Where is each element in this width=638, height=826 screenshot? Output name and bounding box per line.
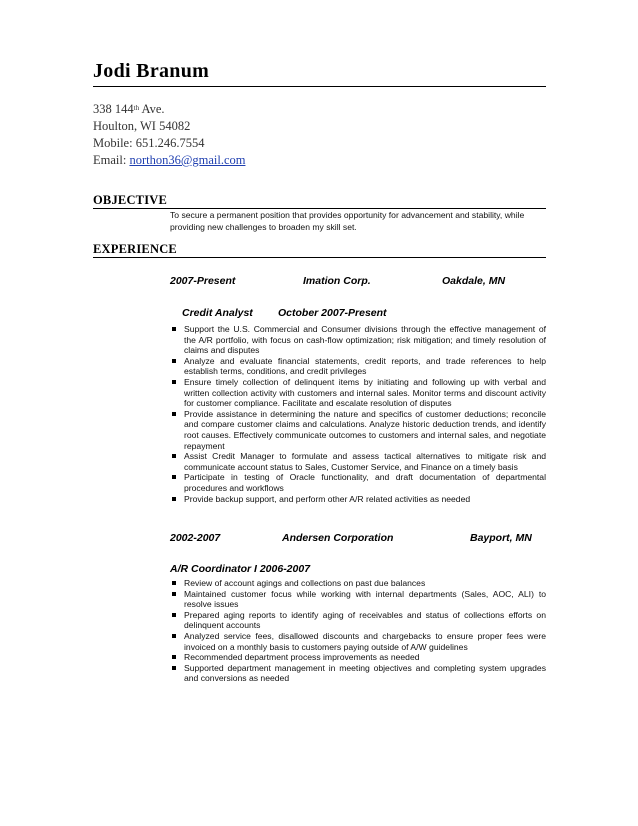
bullet-icon — [172, 327, 176, 331]
bullet-icon — [172, 655, 176, 659]
job-company: Imation Corp. — [303, 275, 371, 287]
bullet-icon — [172, 454, 176, 458]
objective-text: To secure a permanent position that provides opportunity for advancement and stability, while providing new challenges to broaden my skill set. — [170, 210, 525, 232]
bullet-icon — [172, 581, 176, 585]
list-item: Analyzed service fees, disallowed discounts and chargebacks to ensure proper fees were invoiced on a monthly basis to customers paying outside of A/W guidelines — [170, 631, 546, 652]
experience-heading: EXPERIENCE — [93, 242, 177, 256]
mobile-line: Mobile: 651.246.7554 — [93, 136, 205, 150]
email-link[interactable]: northon36@gmail.com — [129, 153, 246, 167]
job-dates: 2002-2007 — [170, 532, 221, 544]
duties-list-imation — [170, 324, 546, 504]
duties-list-andersen — [170, 578, 546, 684]
job-dates: 2007-Present — [170, 275, 236, 287]
objective-divider — [93, 208, 546, 209]
bullet-icon — [172, 592, 176, 596]
name-divider — [93, 86, 546, 87]
job-location: Bayport, MN — [470, 532, 532, 544]
list-item: Prepared aging reports to identify aging of receivables and status of collections efforts on delinquent accounts — [170, 610, 546, 631]
role-dates: October 2007-Present — [278, 307, 387, 319]
bullet-icon — [172, 412, 176, 416]
list-item: Support the U.S. Commercial and Consumer divisions through the effective management of the A/R portfolio, with focus on cash-flow optimization; risk mitigation; and timely resolution of claims and disputes — [170, 324, 546, 356]
city-line: Houlton, WI 54082 — [93, 119, 191, 133]
contact-block — [93, 101, 245, 169]
list-item: Participate in testing of Oracle functionality, and draft documentation of departmental procedures and workflows — [170, 472, 546, 493]
role-title: A/R Coordinator I 2006-2007 — [170, 563, 311, 575]
job-company: Andersen Corporation — [282, 532, 394, 544]
list-item: Review of account agings and collections on past due balances — [170, 578, 546, 589]
bullet-icon — [172, 666, 176, 670]
experience-divider — [93, 257, 546, 258]
bullet-icon — [172, 475, 176, 479]
list-item: Analyze and evaluate financial statements, credit reports, and trade references to help establish terms, conditions, and credit privileges — [170, 356, 546, 377]
list-item: Assist Credit Manager to formulate and assess tactical alternatives to mitigate risk and communicate account status to Sales, Customer Service, and Finance on a timely basis — [170, 451, 546, 472]
bullet-icon — [172, 380, 176, 384]
objective-heading: OBJECTIVE — [93, 193, 168, 207]
list-item: Ensure timely collection of delinquent items by initiating and following up with verbal and written collection activity with customers and internal sales. Monitor terms and discount activity for customer compliance. Facilitate and escalate resolution of disputes — [170, 377, 546, 409]
list-item: Provide assistance in determining the nature and specifics of customer deductions; reconcile and compare customer claims and calculations. Analyze historic deduction trends, and identify root causes. Effectively communicate outcomes to customers and internal sales, and negotiate repayment — [170, 409, 546, 451]
list-item: Provide backup support, and perform other A/R related activities as needed — [170, 494, 546, 505]
email-line: Email: northon36@gmail.com — [93, 153, 246, 167]
role-title: Credit Analyst — [182, 307, 253, 319]
address-line: 338 144th Ave. — [93, 102, 165, 116]
bullet-icon — [172, 613, 176, 617]
list-item: Recommended department process improvements as needed — [170, 652, 546, 663]
bullet-icon — [172, 634, 176, 638]
list-item: Maintained customer focus while working with internal departments (Sales, AOC, ALI) to resolve issues — [170, 589, 546, 610]
candidate-name: Jodi Branum — [93, 60, 210, 82]
bullet-icon — [172, 497, 176, 501]
job-location: Oakdale, MN — [442, 275, 506, 287]
bullet-icon — [172, 359, 176, 363]
list-item: Supported department management in meeting objectives and completing system upgrades and conversions as needed — [170, 663, 546, 684]
